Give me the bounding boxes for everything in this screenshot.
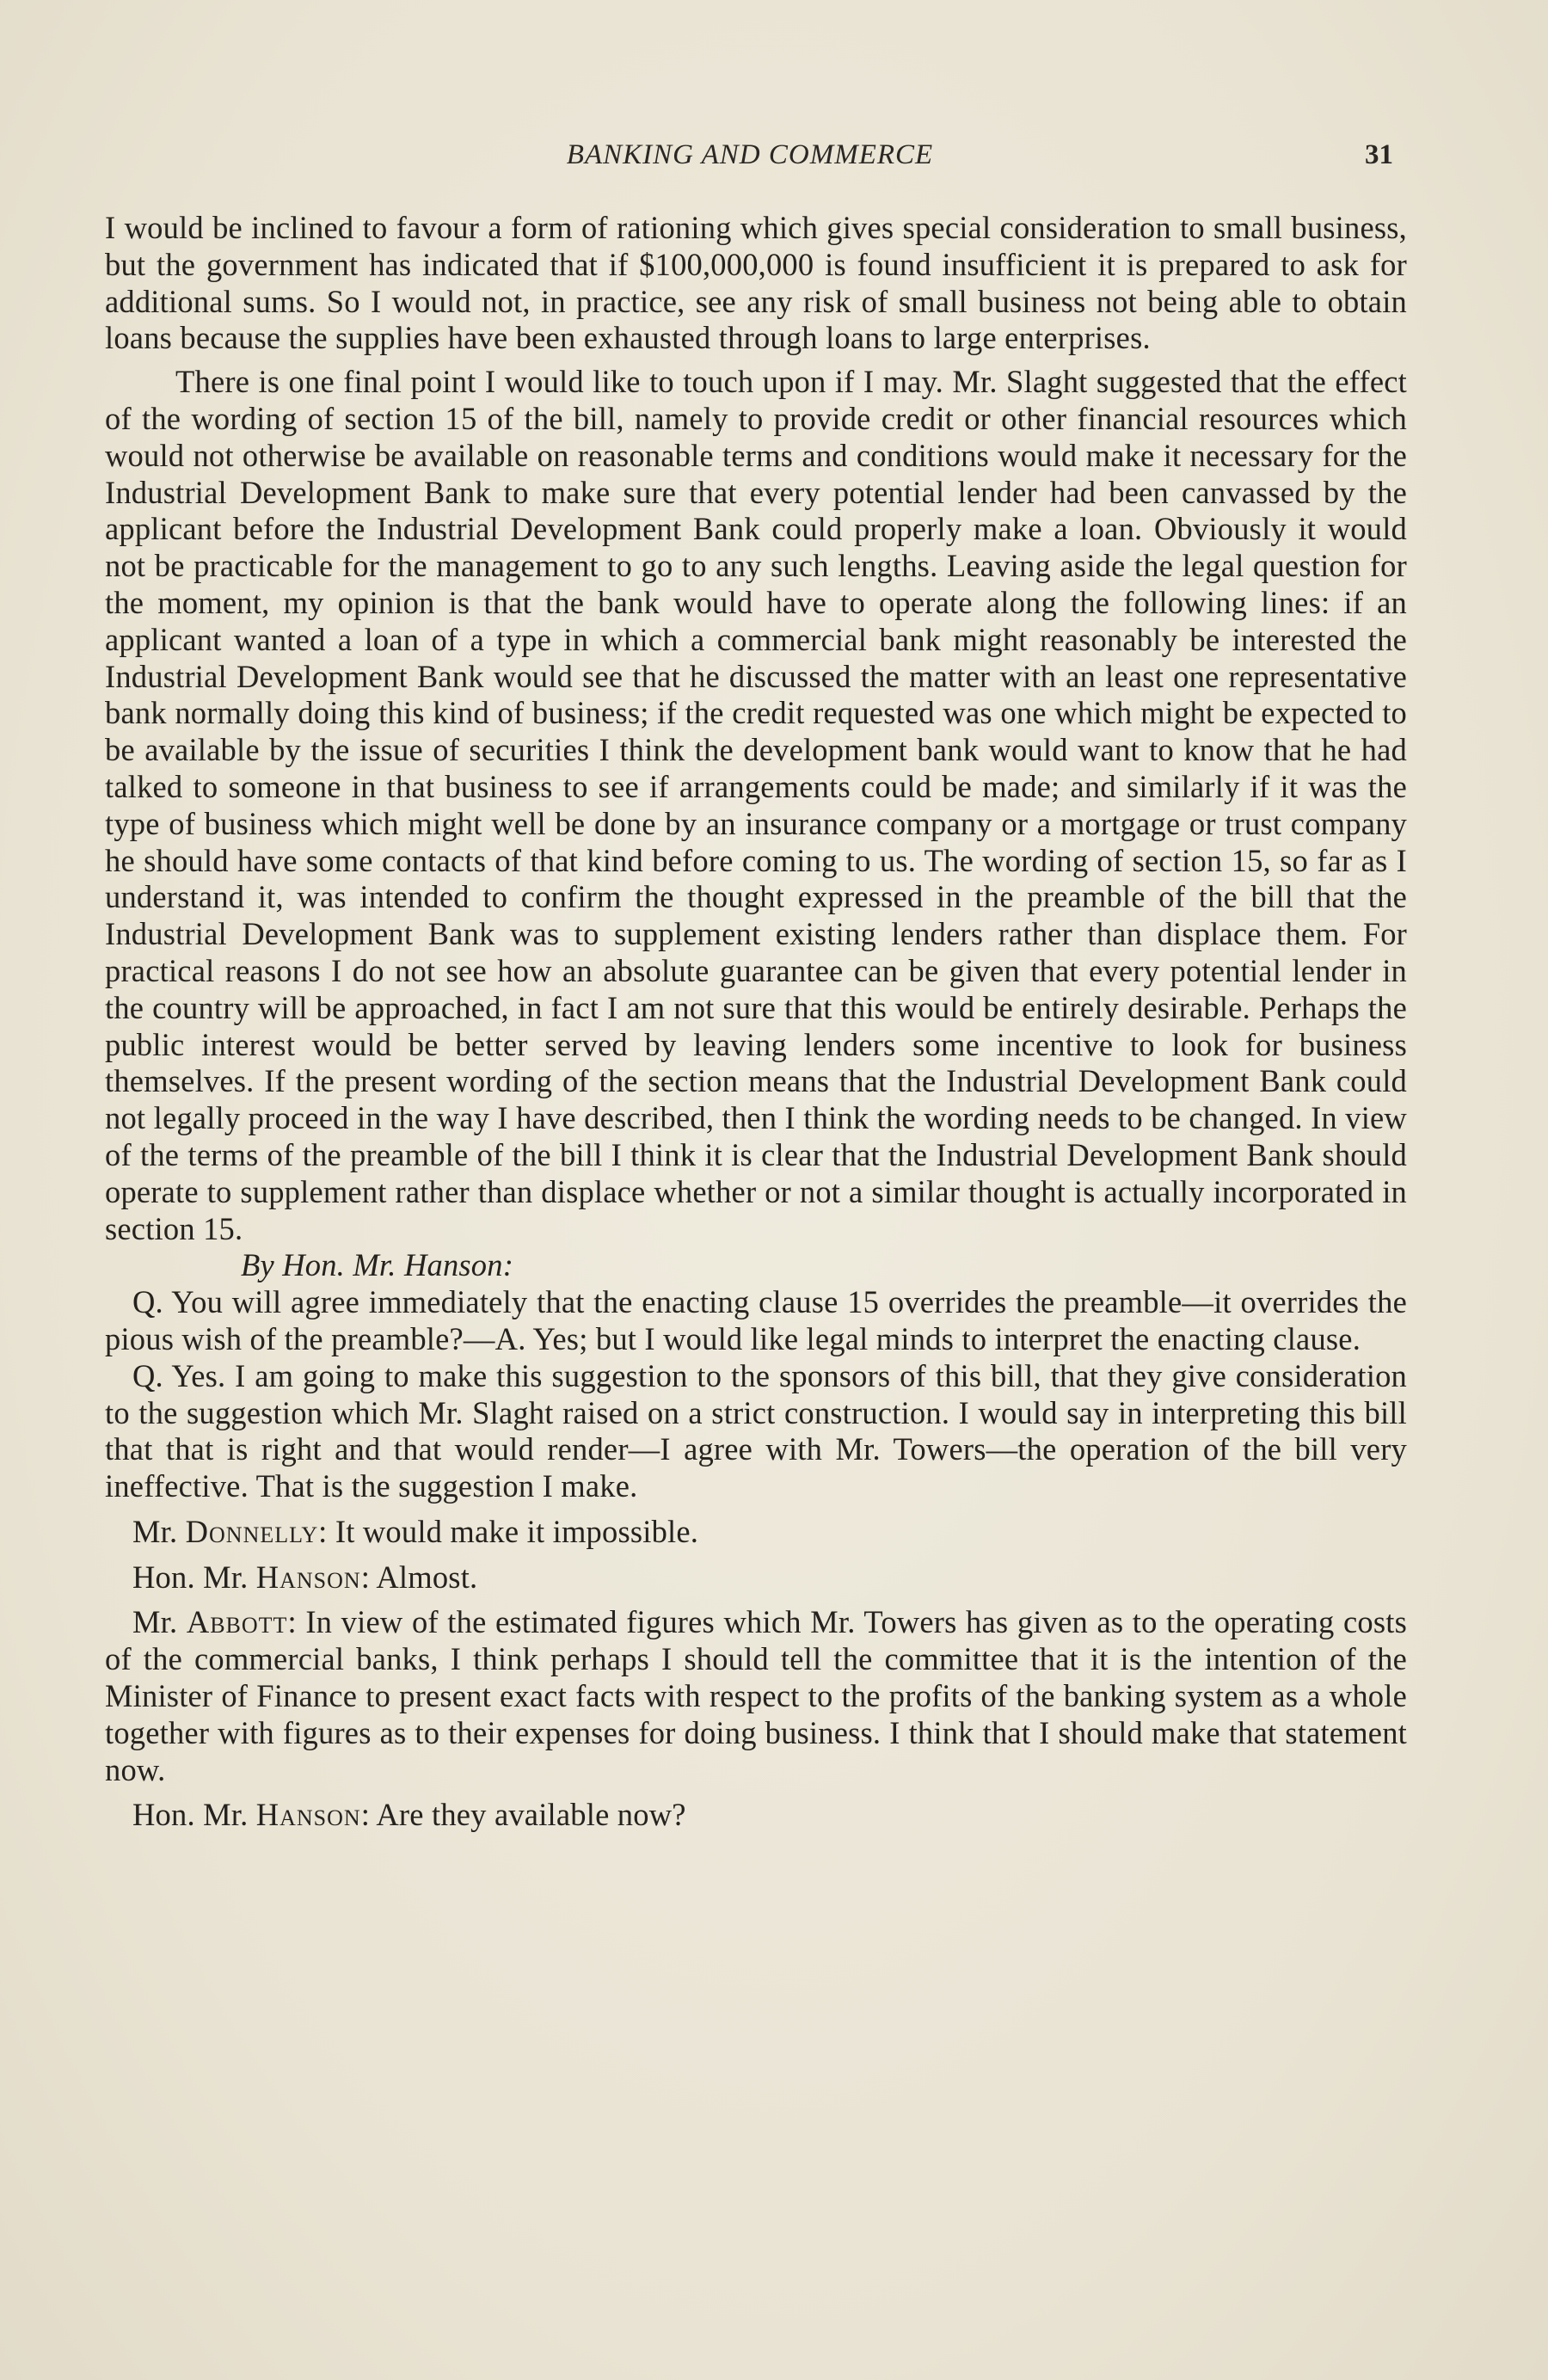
exchange-hanson-1 (105, 1559, 1407, 1596)
byline: By Hon. Mr. Hanson: (241, 1247, 514, 1283)
speaker-name: Hanson (255, 1797, 361, 1833)
page-number: 31 (1365, 139, 1393, 170)
exchange-donnelly (105, 1514, 1407, 1551)
speaker-text: : In view of the estimated figures which Mr. Towers has given as to the operating costs of the commercial banks, I think perhaps I should tell the committee that it is the intention of the Minister of Finance to present exact facts with respect to the profits of the banking system as a whole together with figures as to their expenses for doing business. I think that I should make that statement now. (105, 1604, 1407, 1787)
speaker-name: Donnelly (185, 1513, 319, 1549)
speaker-text: : It would make it impossible. (318, 1513, 699, 1549)
running-title: BANKING AND COMMERCE (566, 139, 934, 170)
running-header (107, 139, 1393, 182)
body-text (105, 210, 1407, 1834)
speaker-text: : Almost. (360, 1559, 478, 1595)
speaker-prefix: Hon. Mr. (132, 1559, 256, 1595)
speaker-prefix: Hon. Mr. (132, 1797, 256, 1833)
question-1: Q. You will agree immediately that the enacting clause 15 overrides the preamble—it overrides the pious wish of the preamble?—A. Yes; but I would like legal minds to interpret the enacting clause. (105, 1284, 1407, 1356)
question-2: Q. Yes. I am going to make this suggestion to the sponsors of this bill, that they give consideration to the suggestion which Mr. Slaght raised on a strict construction. I would say in interpreting this bill that that is right and that would render—I agree with Mr. Towers—the operation of the bill very ineffective. That is the suggestion I make. (105, 1357, 1407, 1504)
paragraph-2: There is one final point I would like to touch upon if I may. Mr. Slaght suggested that the effect of the wording of section 15 of the bill, namely to provide credit or other financial resources which would not otherwise be available on reasonable terms and conditions would make it necessary for the Industrial Development Bank to make sure that every potential lender had been canvassed by the applicant before the Industrial Development Bank could properly make a loan. Obviously it would not be practicable for the management to go to any such lengths. Leaving aside the legal question for the moment, my opinion is that the bank would have to operate along the following lines: if an applicant wanted a loan of a type in which a commercial bank might reasonably be interested the Industrial Development Bank would see that he discussed the matter with an least one representative bank normally doing this kind of business; if the credit requested was one which might be expected to be available by the issue of securities I think the development bank would want to know that he had talked to someone in that business to see if arrangements could be made; and similarly if it was the type of business which might well be done by an insurance company or a mortgage or trust company he should have some contacts of that kind before coming to us. The wording of section 15, so far as I understand it, was intended to confirm the thought expressed in the preamble of the bill that the Industrial Development Bank was to supplement existing lenders rather than displace them. For practical reasons I do not see how an absolute guarantee can be given that every potential lender in the country will be approached, in fact I am not sure that this would be entirely desirable. Perhaps the public interest would be better served by leaving lenders some incentive to look for business themselves. If the present wording of the section means that the Industrial Development Bank could not legally proceed in the way I have described, then I think the wording needs to be changed. In view of the terms of the preamble of the bill I think it is clear that the Industrial Development Bank should operate to supplement rather than displace whether or not a similar thought is actually incorporated in section 15. (105, 364, 1407, 1246)
speaker-prefix: Mr. (132, 1513, 186, 1549)
speaker-text: : Are they available now? (360, 1797, 686, 1833)
paragraph-1: I would be inclined to favour a form of rationing which gives special consideration to small business, but the government has indicated that if $100,000,000 is found insufficient it is prepared to ask for additional sums. So I would not, in practice, see any risk of small business not being able to obtain loans because the supplies have been exhausted through loans to large enterprises. (105, 210, 1407, 356)
exchange-hanson-2 (105, 1797, 1407, 1834)
speaker-name: Hanson (255, 1559, 361, 1595)
exchange-abbott (105, 1604, 1407, 1788)
speaker-name: Abbott (186, 1604, 288, 1640)
speaker-prefix: Mr. (132, 1604, 187, 1640)
